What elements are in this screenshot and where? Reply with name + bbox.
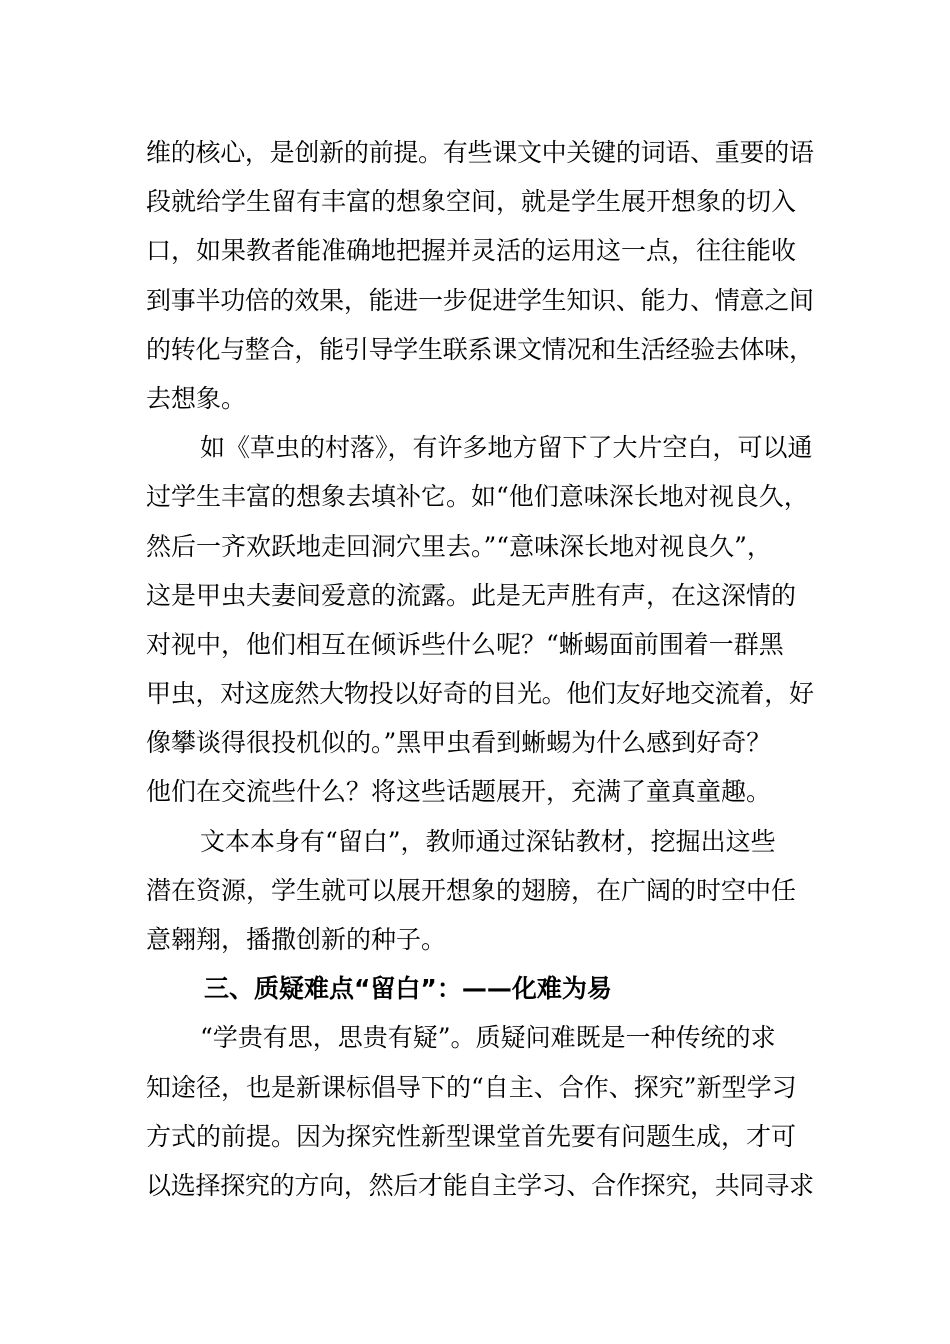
- text-line: 文本本身有“留白”，教师通过深钻教材，挖掘出这些: [200, 826, 776, 856]
- text-line: 如《草虫的村落》，有许多地方留下了大片空白，可以通: [200, 433, 813, 463]
- text-line: 段就给学生留有丰富的想象空间，就是学生展开想象的切入: [146, 187, 797, 217]
- text-line: 方式的前提。因为探究性新型课堂首先要有问题生成，才可: [146, 1121, 797, 1151]
- text-line: 这是甲虫夫妻间爱意的流露。此是无声胜有声，在这深情的: [146, 580, 797, 610]
- text-line: 像攀谈得很投机似的。”黑甲虫看到蜥蜴为什么感到好奇？: [146, 728, 772, 758]
- text-line: 他们在交流些什么？将这些话题展开，充满了童真童趣。: [146, 777, 772, 807]
- text-line: 去想象。: [146, 383, 247, 413]
- paragraph-2: [146, 423, 814, 817]
- document-page: [146, 128, 814, 1210]
- text-line: 甲虫，对这庞然大物投以好奇的目光。他们友好地交流着，好: [146, 679, 814, 709]
- text-line: 以选择探究的方向，然后才能自主学习、合作探究，共同寻求: [146, 1170, 814, 1200]
- text-line: 口，如果教者能准确地把握并灵活的运用这一点，往往能收: [146, 236, 797, 266]
- text-line: 过学生丰富的想象去填补它。如“他们意味深长地对视良久，: [146, 482, 809, 512]
- text-line: 的转化与整合，能引导学生联系课文情况和生活经验去体味，: [146, 334, 814, 364]
- text-line: 潜在资源，学生就可以展开想象的翅膀，在广阔的时空中任: [146, 875, 797, 905]
- text-line: “学贵有思，思贵有疑”。质疑问难既是一种传统的求: [200, 1023, 776, 1053]
- text-line: 然后一齐欢跃地走回洞穴里去。”“意味深长地对视良久”，: [146, 531, 772, 561]
- paragraph-1: [146, 128, 814, 423]
- text-line: 意翱翔，播撒创新的种子。: [146, 925, 447, 954]
- section-heading: 三、质疑难点“留白”：——化难为易: [204, 974, 612, 1004]
- paragraph-4: [146, 1013, 814, 1210]
- text-line: 到事半功倍的效果，能进一步促进学生知识、能力、情意之间: [146, 285, 814, 315]
- text-line: 对视中，他们相互在倾诉些什么呢？“蜥蜴面前围着一群黑: [146, 629, 784, 659]
- paragraph-3: [146, 817, 814, 965]
- text-line: 知途径，也是新课标倡导下的“自主、合作、探究”新型学习: [146, 1072, 797, 1102]
- text-line: 维的核心，是创新的前提。有些课文中关键的词语、重要的语: [146, 138, 814, 167]
